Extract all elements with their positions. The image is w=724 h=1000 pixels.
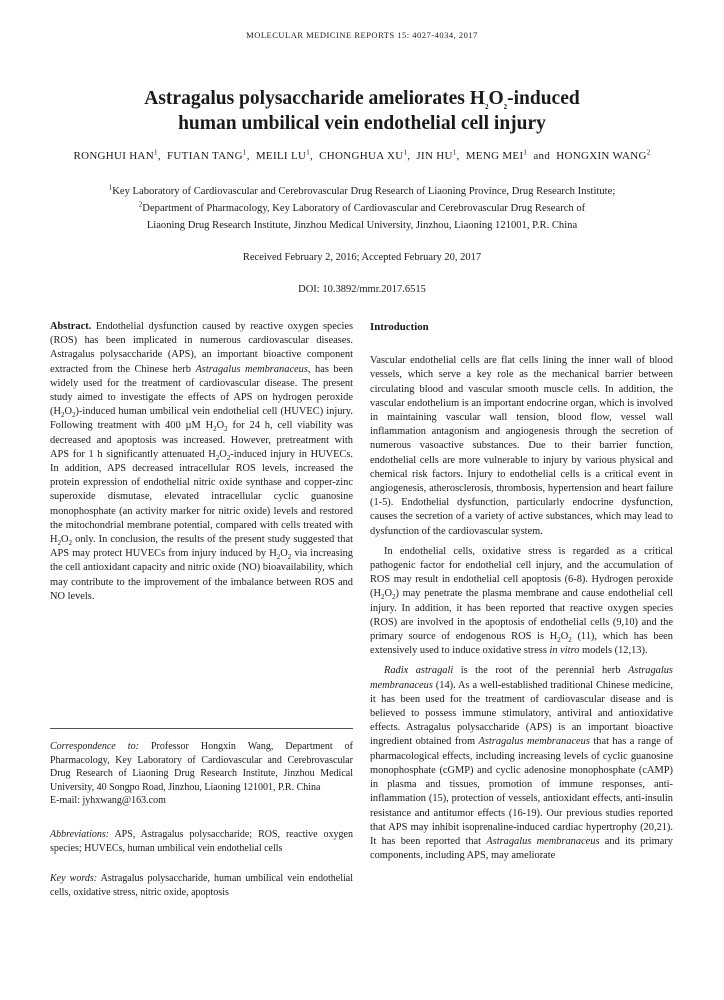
author-list: RONGHUI HAN$^1$, FUTIAN TANG$^1$, MEILI $LU^1$, CHONGHUA $XU^1$, JIN $HU^1$, MENG MEI$^1$ and HONGXIN WANG$^2$ [73,148,651,162]
received-dates: Received February 2, 2016; Accepted February 20, 2017 [242,252,482,263]
intro-paragraph-3: Radix astragali is the root of the perennial herb Astragalus membranaceus (14). As a well-established traditional Chinese medicine, it has been used for the treatment of cardiovascular disease and is believed to possess immune stimulatory, antiviral and antioxidative effects. Astragalus polysaccharide (APS) is an important bioactive ingredient obtained from Astragalus membranaceus that has a range of pharmacological effects, including increasing levels of cyclic guanosine monophosphate (cGMP) and cyclic adenosine monophosphate (cAMP) in plasma and tissues, promotion of immune responses, anti-inflammation (15), protection of vessels, antioxidant effects, anti-insulin resistance and antitumor effects (16-19). Our previous studies reported that APS may inhibit isoprenaline-induced cardiac hypertrophy (20,21). It has been reported that Astragalus membranaceus and its primary components, including APS, may ameliorate [370,665,673,862]
introduction-heading: Introduction [370,321,429,333]
affiliations: $^1$Key Laboratory of Cardiovascular and Cerebrovascular Drug Research of Liaoning Province, Drug Research Institute; $^2$Department of Pharmacology, Key Laboratory of Cardiovascular and Cerebrovascular Drug Research of Liaoning Drug Research Institute, Jinzhou Medical University, Jinzhou, Liaoning 121001, P.R. China [108,183,616,231]
abbreviations: Abbreviations: APS, Astragalus polysaccharide; ROS, reactive oxygen species; HUVECs, human umbilical vein endothelial cells [50,829,353,854]
intro-paragraph-1: Vascular endothelial cells are flat cells lining the inner wall of blood vessels, which serve a key role as the mechanical barrier between circulating blood and vascular smooth muscle cells. In addition, the vascular endothelium is an important endocrine organ, which is involved in maintaining vascular wall tension, blood flow, vessel wall inflammation antagonism and angiogenesis through the secretion of numerous vasoactive substances. Due to their barrier function, endothelial cells are more vulnerable to injury by various physical and chemical risk factors. Injury to endothelial cells is a critical event in angiogenesis, atherosclerosis, thrombosis, hypertension and heart failure (1-5). Endothelial dysfunction, particularly endocrine dysfunction, causes the secretion of a variety of active substances, which may lead to dysfunction of the cardiovascular system. [370,355,673,537]
key-words: Key words: Astragalus polysaccharide, human umbilical vein endothelial cells, oxidative stress, nitric oxide, apoptosis [50,873,353,898]
article-title: Astragalus polysaccharide ameliorates $H_2O_2$-induced human umbilical vein endothelial cell injury [144,88,580,134]
doi: DOI: 10.3892/mmr.2017.6515 [298,284,426,295]
correspondence: Correspondence to: Professor Hongxin Wang, Department of Pharmacology, Key Laboratory of Cardiovascular and Cerebrovascular Drug Research of Liaoning Drug Research Institute, Jinzhou Medical University, 40 Songpo Road, Jinzhou, Liaoning 121001, P.R. China E-mail: jyhxwang@163.com [50,741,354,807]
introduction [370,320,673,863]
email-link[interactable]: E-mail: jyhxwang@163.com [50,795,166,807]
intro-paragraph-2: In endothelial cells, oxidative stress is regarded as a critical pathogenic factor for endothelial cell injury, and the accumulation of ROS may result in endothelial cell apoptosis (6-8). Hydrogen peroxide $(H_2O_2)$ may penetrate the plasma membrane and cause endothelial cell injury. In addition, it has been reported that reactive oxygen species (ROS) are involved in the apoptosis of endothelial cells (9,10) and the primary source of endogenous ROS is $H_2O_2$ (11), which has been extensively used to induce oxidative stress in vitro models (12,13). [370,545,673,657]
abstract-heading: Abstract. [50,321,92,332]
footnote-divider [50,728,353,729]
journal-header: MOLECULAR MEDICINE REPORTS 15: 4027-4034, 2017 [246,30,478,40]
abstract: Abstract. Endothelial dysfunction caused by reactive oxygen species (ROS) has been implicated in numerous cardiovascular diseases. Astragalus polysaccharide (APS), an important bioactive component extracted from the Chinese herb Astragalus membranaceus, has been widely used for the treatment of cardiovascular disease. The present study aimed to investigate the effects of APS on hydrogen peroxide $(H_2O_2)$-induced human umbilical vein endothelial cell (HUVEC) injury. Following treatment with 400 µM $H_2O_2$ for 24 h, cell viability was decreased and apoptosis was increased. However, pretreatment with APS for 1 h significantly attenuated $H_2O_2$-induced injury in HUVECs. In addition, APS decreased intracellular ROS levels, increased the protein expression of endothelial nitric oxide synthase and copper-zinc superoxide dismutase, elevated intracellular cyclic guanosine monophosphate (an activity marker for nitric oxide) levels and restored the mitochondrial membrane potential, compared with cells treated with $H_2O_2$ only. In conclusion, the results of the present study suggested that APS may protect HUVECs from injury induced by $H_2O_2$ via increasing the cell antioxidant capacity and nitric oxide (NO) bioavailability, which may contribute to the improvement of the imbalance between ROS and NO levels. [50,321,354,602]
